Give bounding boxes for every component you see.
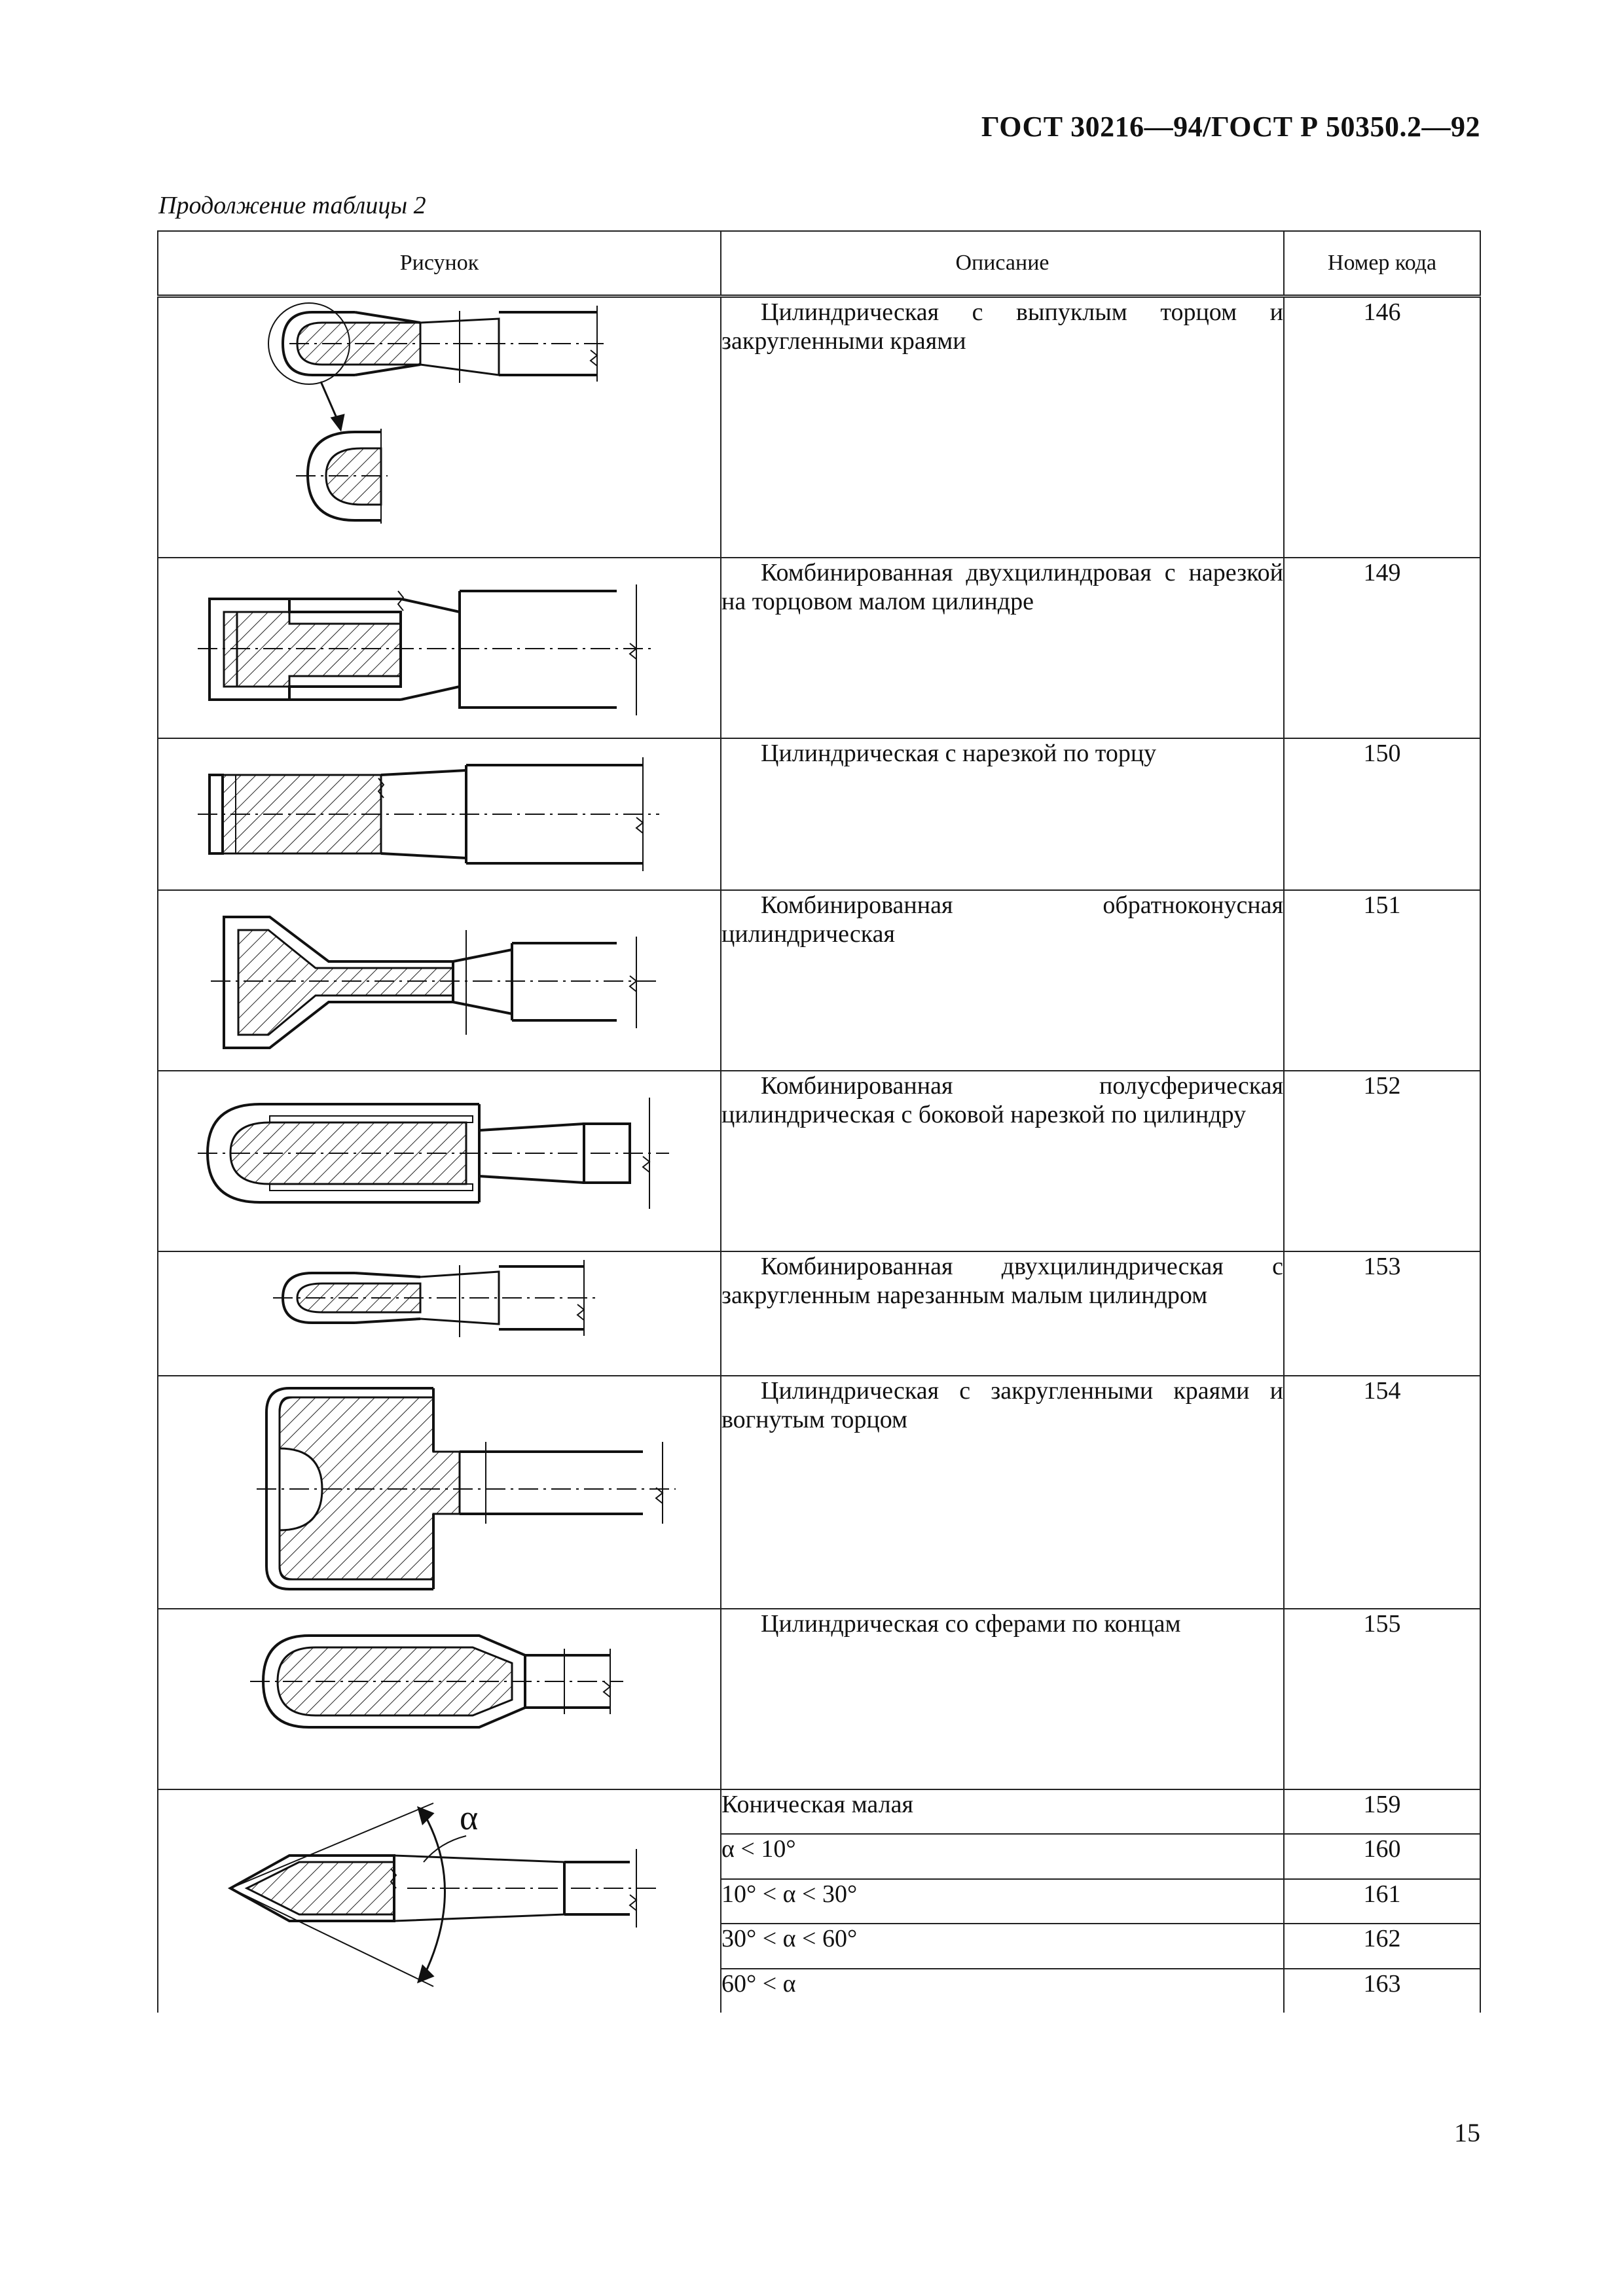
standard-header: ГОСТ 30216—94/ГОСТ Р 50350.2—92: [981, 111, 1480, 143]
column-header-figure: Рисунок: [158, 231, 721, 296]
table-row: [158, 1071, 1480, 1251]
row-description: Комбинированная двухцилиндрическая с закругленным нарезанным малым цилиндром: [721, 1251, 1284, 1376]
two-cylinder-threaded-small-cylinder-drawing: [158, 558, 721, 738]
row-code: 163: [1284, 1969, 1480, 2013]
table-row: [158, 296, 1480, 558]
row-description: Комбинированная двухцилиндровая с нарезкой на торцовом малом цилиндре: [721, 558, 1284, 738]
row-code: 155: [1284, 1609, 1480, 1789]
row-code: 151: [1284, 890, 1480, 1071]
row-description: Цилиндрическая с выпуклым торцом и закругленными краями: [721, 296, 1284, 558]
table-row: [158, 1789, 1480, 1834]
table-row: [158, 1609, 1480, 1789]
two-cylinder-rounded-threaded-drawing: [158, 1251, 721, 1376]
row-code: 150: [1284, 738, 1480, 890]
table-row: [158, 738, 1480, 890]
table-row: [158, 558, 1480, 738]
table-row: [158, 1251, 1480, 1376]
conical-small-drawing: [158, 1789, 721, 2013]
row-code: 154: [1284, 1376, 1480, 1609]
row-description: α < 10°: [721, 1834, 1284, 1878]
reverse-cone-cylindrical-drawing: [158, 890, 721, 1071]
rounded-edges-concave-end-drawing: [158, 1376, 721, 1609]
row-code: 162: [1284, 1924, 1480, 1968]
table-row: [158, 890, 1480, 1071]
row-description: Коническая малая: [721, 1789, 1284, 1834]
row-description: 10° < α < 30°: [721, 1879, 1284, 1924]
row-code: 146: [1284, 296, 1480, 558]
cylindrical-threaded-end-drawing: [158, 738, 721, 890]
codes-table: [157, 230, 1481, 2013]
table-continuation-caption: Продолжение таблицы 2: [158, 192, 426, 219]
convex-end-rounded-edges-drawing: [158, 296, 721, 558]
row-code: 161: [1284, 1879, 1480, 1924]
angle-alpha-label: α: [460, 1798, 479, 1837]
row-description: 30° < α < 60°: [721, 1924, 1284, 1968]
table-header-row: [158, 231, 1480, 296]
row-code: 160: [1284, 1834, 1480, 1878]
table-row: [158, 1376, 1480, 1609]
row-description: Комбинированная полусферическая цилиндрическая с боковой нарезкой по цилиндру: [721, 1071, 1284, 1251]
column-header-code: Номер кода: [1284, 231, 1480, 296]
row-description: Комбинированная обратноконусная цилиндрическая: [721, 890, 1284, 1071]
row-description: Цилиндрическая с закругленными краями и вогнутым торцом: [721, 1376, 1284, 1609]
row-code: 152: [1284, 1071, 1480, 1251]
row-description: Цилиндрическая с нарезкой по торцу: [721, 738, 1284, 890]
hemispherical-side-threaded-drawing: [158, 1071, 721, 1251]
row-description: 60° < α: [721, 1969, 1284, 2013]
column-header-description: Описание: [721, 231, 1284, 296]
spheres-at-ends-drawing: [158, 1609, 721, 1789]
row-code: 149: [1284, 558, 1480, 738]
row-code: 153: [1284, 1251, 1480, 1376]
row-description: Цилиндрическая со сферами по концам: [721, 1609, 1284, 1789]
page-number: 15: [1454, 2118, 1480, 2147]
row-code: 159: [1284, 1789, 1480, 1834]
